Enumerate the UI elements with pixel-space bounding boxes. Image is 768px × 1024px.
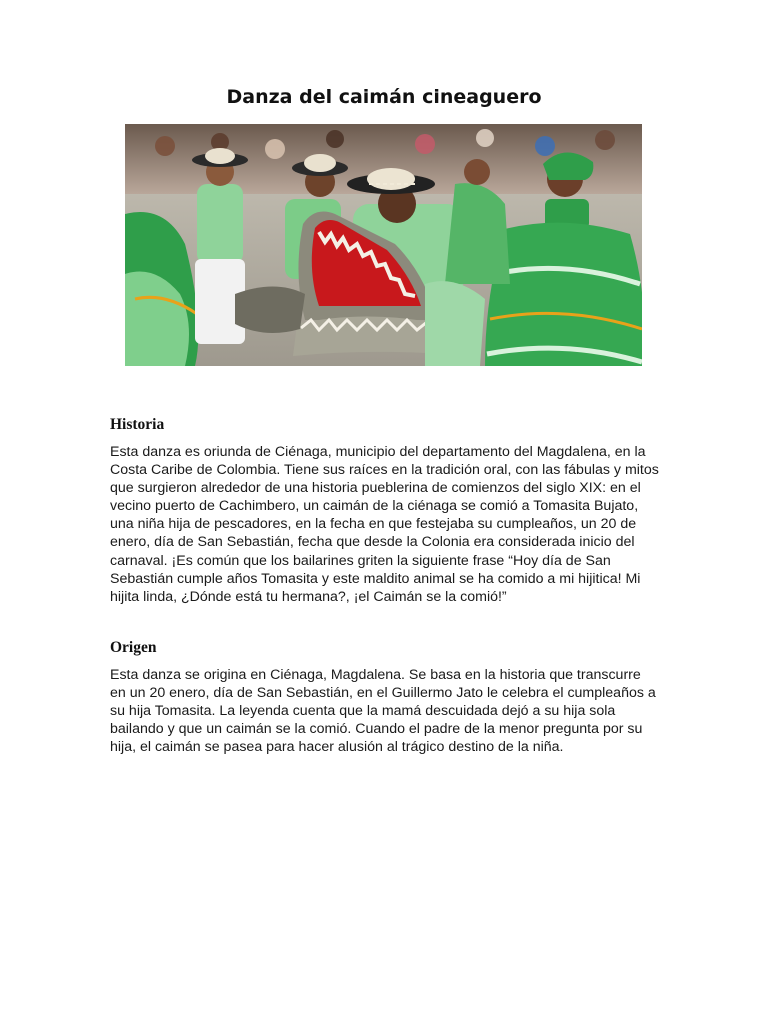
section-paragraph: Esta danza es oriunda de Ciénaga, municipio del departamento del Magdalena, en la Costa Caribe de Colombia. Tiene sus raíces en la tradición oral, con las fábulas y mitos que surgieron alrededor de una historia pueblerina de comienzos del siglo XIX: en el vecino puerto de Cachimbero, un caimán de la ciénaga se comió a Tomasita Bujato, una niña hija de pescadores, en la fecha en que festejaba su cumpleaños, un 20 de enero, día de San Sebastián, fecha que desde la Colonia era considerada inicio del carnaval. ¡Es común que los bailarines griten la siguiente frase “Hoy día de San Sebastián cumple años Tomasita y este maldito animal se ha comido a mi hijitica! Mi hijita linda, ¿Dónde está tu hermana?, ¡el Caimán se la comió!” bbox=[110, 444, 659, 605]
dance-photo bbox=[125, 124, 642, 366]
document-title: Danza del caimán cineaguero bbox=[226, 86, 542, 108]
section-heading: Origen bbox=[110, 639, 157, 656]
section-paragraph: Esta danza se origina en Ciénaga, Magdalena. Se basa en la historia que transcurre en un 20 enero, día de San Sebastián, en el Guillermo Jato le celebra el cumpleaños a su hija Tomasita. La leyenda cuenta que la mamá descuidada dejó a su hija sola bailando y que un caimán se la comió. Cuando el padre de la menor pregunta por su hija, el caimán se pasea para hacer alusión al trágico destino de la niña. bbox=[110, 667, 656, 756]
section-origen bbox=[110, 639, 660, 756]
section-historia bbox=[110, 416, 660, 606]
section-heading: Historia bbox=[110, 416, 165, 433]
dance-photo-illustration bbox=[125, 124, 642, 366]
